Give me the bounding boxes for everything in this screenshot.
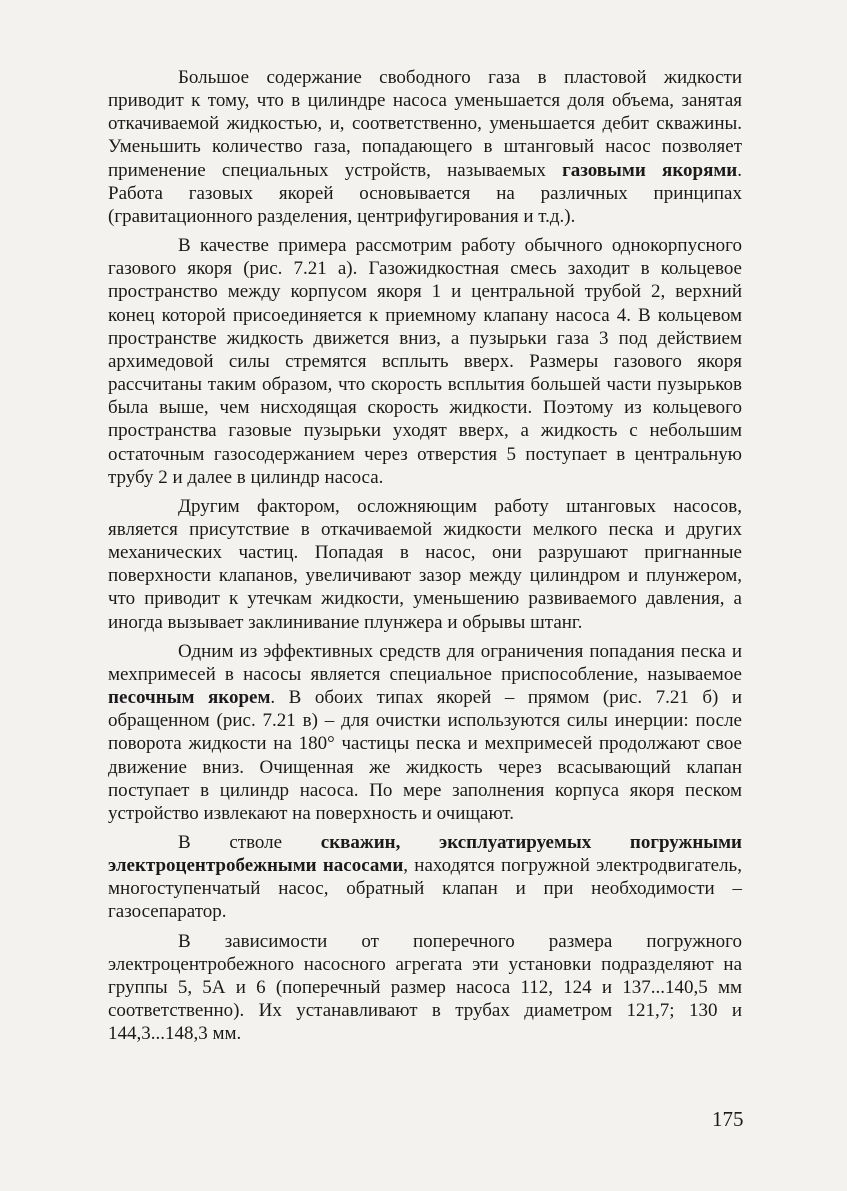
text-run: Большое содержание свободного газа в пластовой жидкости приводит к тому, что в цилиндре насоса уменьшается доля объема, занятая откачиваемой жидкостью, и, соответственно, уменьшается дебит скважины. Уменьшить количество газа, попадающего в штанговый насос позволяет применение специальных устройств, называемых [108,67,742,181]
bold-term-sand-anchor: песочным якорем [108,687,271,709]
text-run: , находятся погружной электродвигатель, многоступенчатый насос, обратный клапан и при необходимости – газосепаратор. [108,855,742,923]
body-text [108,66,742,1051]
text-run: . Работа газовых якорей основывается на различных принципах (гравитационного разделения, центрифугирования и т.д.). [108,159,742,227]
paragraph-sand-factor [108,495,742,634]
text-run: Одним из эффективных средств для ограничения попадания песка и мехпримесей в насосы является специальное приспособление, называемое [108,640,742,685]
bold-term-esp-wells: скважин, эксплуатируемых погружными электроцентробежными насосами [108,832,742,877]
paragraph-esp-wells [108,831,742,924]
text-run: . В обоих типах якорей – прямом (рис. 7.21 б) и обращенном (рис. 7.21 в) – для очистки используются силы инерции: после поворота жидкости на 180° частицы песка и мехпримесей продолжают свое движение вниз. Очищенная же жидкость через всасывающий клапан поступает в цилиндр насоса. По мере заполнения корпуса якоря песком устройство извлекают на поверхность и очищают. [108,687,742,824]
text-run: В стволе [178,832,321,853]
text-run: В качестве примера рассмотрим работу обычного однокорпусного газового якоря (рис. 7.21 а). Газожидкостная смесь заходит в кольцевое пространство между корпусом якоря 1 и центральной трубой 2, верхний конец которой присоединяется к приемному клапану насоса 4. В кольцевом пространстве жидкость движется вниз, а пузырьки газа 3 под действием архимедовой силы стремятся всплыть вверх. Размеры газового якоря рассчитаны таким образом, что скорость всплытия большей части пузырьков была выше, чем нисходящая скорость жидкости. Поэтому из кольцевого пространства газовые пузырьки уходят вверх, а жидкость с небольшим остаточным газосодержанием через отверстия 5 поступает в центральную трубу 2 и далее в цилиндр насоса. [108,235,742,488]
paragraph-sand-anchor [108,640,742,825]
text-run: Другим фактором, осложняющим работу штанговых насосов, является присутствие в откачиваемой жидкости мелкого песка и других механических частиц. Попадая в насос, они разрушают пригнанные поверхности клапанов, увеличивают зазор между цилиндром и плунжером, что приводит к утечкам жидкости, уменьшению развиваемого давления, а иногда вызывает заклинивание плунжера и обрывы штанг. [108,495,742,633]
text-run: В зависимости от поперечного размера погружного электроцентробежного насосного агрегата эти установки подразделяют на группы 5, 5А и 6 (поперечный размер насоса 112, 124 и 137...140,5 мм соответственно). Их устанавливают в трубах диаметром 121,7; 130 и 144,3...148,3 мм. [108,930,742,1045]
page-number: 175 [712,1107,744,1131]
paragraph-gas-anchor-example [108,234,742,489]
paragraph-gas-anchors [108,66,742,228]
bold-term-gas-anchors: газовыми якорями [562,159,738,181]
paragraph-esp-groups [108,930,742,1046]
